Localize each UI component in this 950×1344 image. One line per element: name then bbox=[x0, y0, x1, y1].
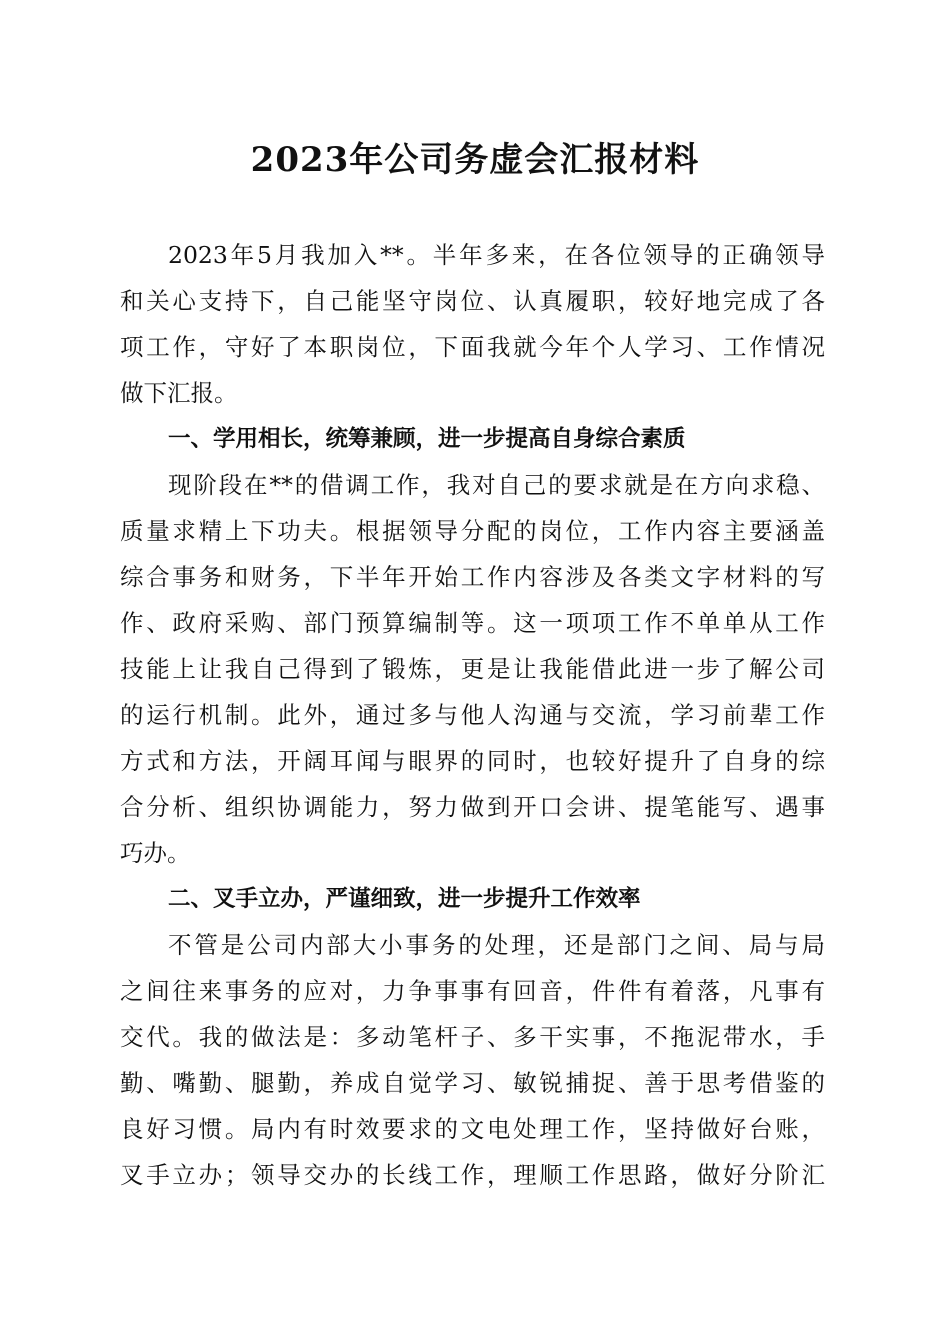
section-heading-2: 二、叉手立办，严谨细致，进一步提升工作效率 bbox=[168, 886, 641, 912]
paragraph-2-line-6: 的运行机制。此外，通过多与他人沟通与交流，学习前辈工作 bbox=[120, 701, 825, 729]
paragraph-2-line-5: 技能上让我自己得到了锻炼，更是让我能借此进一步了解公司 bbox=[120, 655, 825, 683]
paragraph-3-line-4: 勤、嘴勤、腿勤，养成自觉学习、敏锐捕捉、善于思考借鉴的 bbox=[120, 1069, 825, 1097]
paragraph-1-line-2: 和关心支持下，自己能坚守岗位、认真履职，较好地完成了各 bbox=[120, 287, 825, 315]
paragraph-2-line-4: 作、政府采购、部门预算编制等。这一项项工作不单单从工作 bbox=[120, 609, 825, 637]
paragraph-2-line-3: 综合事务和财务，下半年开始工作内容涉及各类文字材料的写 bbox=[120, 563, 825, 591]
paragraph-2-line-9: 巧办。 bbox=[120, 839, 191, 867]
document-title: 2023年公司务虚会汇报材料 bbox=[250, 140, 700, 180]
document-body bbox=[120, 232, 825, 1198]
section-heading-1: 一、学用相长，统筹兼顾，进一步提高自身综合素质 bbox=[168, 426, 686, 452]
paragraph-1-line-1: 2023年5月我加入**。半年多来，在各位领导的正确领导 bbox=[168, 241, 825, 269]
paragraph-1-line-4: 做下汇报。 bbox=[120, 379, 238, 407]
paragraph-3-line-2: 之间往来事务的应对，力争事事有回音，件件有着落，凡事有 bbox=[120, 977, 825, 1005]
paragraph-2-line-1: 现阶段在**的借调工作，我对自己的要求就是在方向求稳、 bbox=[168, 471, 825, 499]
paragraph-1-line-3: 项工作，守好了本职岗位，下面我就今年个人学习、工作情况 bbox=[120, 333, 825, 361]
paragraph-2-line-8: 合分析、组织协调能力，努力做到开口会讲、提笔能写、遇事 bbox=[120, 793, 825, 821]
paragraph-2-line-7: 方式和方法，开阔耳闻与眼界的同时，也较好提升了自身的综 bbox=[120, 747, 825, 775]
paragraph-3-line-6: 叉手立办；领导交办的长线工作，理顺工作思路，做好分阶汇 bbox=[120, 1161, 825, 1189]
paragraph-3-line-5: 良好习惯。局内有时效要求的文电处理工作，坚持做好台账， bbox=[120, 1115, 825, 1143]
paragraph-3-line-3: 交代。我的做法是：多动笔杆子、多干实事，不拖泥带水，手 bbox=[120, 1023, 825, 1051]
paragraph-3-line-1: 不管是公司内部大小事务的处理，还是部门之间、局与局 bbox=[168, 931, 825, 959]
paragraph-2-line-2: 质量求精上下功夫。根据领导分配的岗位，工作内容主要涵盖 bbox=[120, 517, 825, 545]
